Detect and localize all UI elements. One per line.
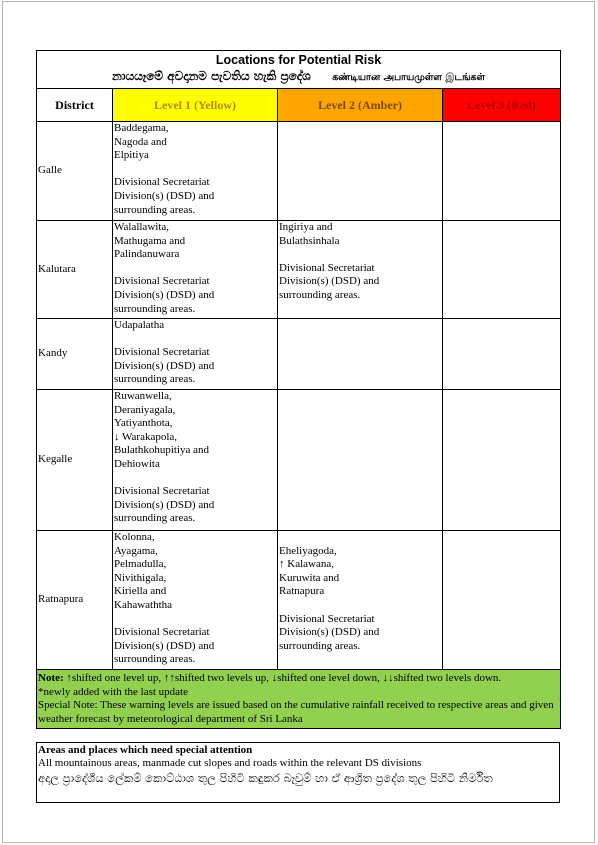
district-name: Kegalle <box>37 390 113 531</box>
table-row <box>37 221 561 319</box>
area-line <box>114 613 276 627</box>
table-row <box>37 319 561 390</box>
area-line: Division(s) (DSD) and <box>279 275 380 288</box>
cell-level2 <box>278 221 443 319</box>
area-line: Bulathkohupitiya and <box>114 444 210 457</box>
title-sinhala: නායයෑමේ අවදානම පැවතිය හැකි ප්‍රදේශ <box>111 69 311 83</box>
note-box <box>37 670 561 729</box>
area-line: Elpitiya <box>114 149 149 162</box>
area-line <box>114 163 276 177</box>
area-line: Divisional Secretariat <box>114 626 210 639</box>
area-line: Palindanuwara <box>114 248 180 261</box>
area-line: Division(s) (DSD) and <box>114 359 215 372</box>
cell-level1 <box>113 319 278 390</box>
area-line: Divisional Secretariat <box>279 261 375 274</box>
area-line: surrounding areas. <box>114 203 196 216</box>
area-line: Divisional Secretariat <box>114 275 210 288</box>
area-line: Kahawaththa <box>114 598 173 611</box>
district-rows <box>37 122 561 670</box>
area-line: Ratnapura <box>279 585 325 598</box>
area-line <box>114 333 276 347</box>
cell-level1 <box>113 531 278 670</box>
area-line: Division(s) (DSD) and <box>114 189 215 202</box>
header-level-2: Level 2 (Amber) <box>278 89 443 122</box>
district-name: Ratnapura <box>37 531 113 670</box>
area-line: Ayagama, <box>114 544 158 557</box>
area-line: surrounding areas. <box>114 373 196 386</box>
area-line: Udapalatha <box>114 319 165 331</box>
cell-level2 <box>278 531 443 670</box>
table-row <box>37 390 561 531</box>
area-line: Eheliyagoda, <box>279 544 337 557</box>
area-line: Ruwanwella, <box>114 390 172 402</box>
area-line: Bulathsinhala <box>279 234 340 247</box>
cell-level2 <box>278 319 443 390</box>
area-line: Walallawita, <box>114 221 170 233</box>
area-line: Ingiriya and <box>279 221 333 233</box>
cell-level2 <box>278 390 443 531</box>
area-line <box>279 248 441 262</box>
area-line: Division(s) (DSD) and <box>114 498 215 511</box>
area-line <box>114 262 276 276</box>
area-line: Nagoda and <box>114 135 167 148</box>
table-title <box>37 51 561 89</box>
cell-level3 <box>443 319 561 390</box>
title-tamil: கண்டியான அபாயமுள்ள இடங்கள் <box>332 72 486 83</box>
cell-level3 <box>443 221 561 319</box>
area-line: Division(s) (DSD) and <box>114 639 215 652</box>
area-line <box>279 599 441 613</box>
cell-level3 <box>443 390 561 531</box>
district-name: Kalutara <box>37 221 113 319</box>
area-line: Kolonna, <box>114 531 155 543</box>
header-district: District <box>37 89 113 122</box>
special-note: Special Note: These warning levels are issued based on the cumulative rainfall received to respective areas and given weather forecast by meteorological department of Sri Lanka <box>38 699 554 725</box>
attention-sinhala: අදාල ප්‍රාදේශීය ලේකම් කොට්ඨාශ තුල පිහිටි කඳුකර බෑවුම් හා ඒ ආශ්‍රිත ප්‍රදේශ තුල පිහිටි නිර්මිත <box>38 771 493 785</box>
cell-level1 <box>113 122 278 221</box>
area-line: ↓ Warakapola, <box>114 430 178 443</box>
title-english: Locations for Potential Risk <box>215 53 382 67</box>
area-line: ↑ Kalawana, <box>279 558 334 571</box>
area-line: surrounding areas. <box>279 639 361 652</box>
special-attention-box <box>36 742 560 803</box>
note-arrows-text: ↑shifted one level up, ↑↑shifted two levels up, ↓shifted one level down, ↓↓shifted two levels down. <box>63 672 502 684</box>
cell-level1 <box>113 390 278 531</box>
area-line: Mathugama and <box>114 234 186 247</box>
area-line: Divisional Secretariat <box>114 485 210 498</box>
area-line: surrounding areas. <box>114 653 196 666</box>
area-line: Nivithigala, <box>114 571 167 584</box>
area-line: Division(s) (DSD) and <box>114 288 215 301</box>
cell-level3 <box>443 531 561 670</box>
area-line: Yatiyanthota, <box>114 417 173 430</box>
area-line: surrounding areas. <box>114 302 196 315</box>
area-line: Kuruwita and <box>279 571 340 584</box>
risk-table <box>36 50 561 729</box>
header-level-1: Level 1 (Yellow) <box>113 89 278 122</box>
area-line: Divisional Secretariat <box>114 176 210 189</box>
area-line: Baddegama, <box>114 122 169 134</box>
area-line: Division(s) (DSD) and <box>279 626 380 639</box>
title-row <box>37 51 561 89</box>
area-line: surrounding areas. <box>279 288 361 301</box>
attention-title: Areas and places which need special attention <box>38 744 253 756</box>
district-name: Kandy <box>37 319 113 390</box>
attention-english: All mountainous areas, manmade cut slopes and roads within the relevant DS divisions <box>38 757 422 769</box>
cell-level1 <box>113 221 278 319</box>
note-label: Note: <box>38 672 64 684</box>
area-line: Divisional Secretariat <box>279 612 375 625</box>
area-line: Pelmadulla, <box>114 558 167 571</box>
cell-level2 <box>278 122 443 221</box>
area-line <box>114 472 276 486</box>
area-line <box>279 531 441 545</box>
header-level-3: Level 3 (Red) <box>443 89 561 122</box>
header-row <box>37 89 561 122</box>
area-line: Dehiowita <box>114 457 160 470</box>
area-line: Deraniyagala, <box>114 403 176 416</box>
district-name: Galle <box>37 122 113 221</box>
note-row <box>37 670 561 729</box>
note-new-text: *newly added with the last update <box>38 685 188 698</box>
table-row <box>37 531 561 670</box>
area-line: Kiriella and <box>114 585 167 598</box>
table-row <box>37 122 561 221</box>
area-line: Divisional Secretariat <box>114 346 210 359</box>
area-line: surrounding areas. <box>114 512 196 525</box>
cell-level3 <box>443 122 561 221</box>
